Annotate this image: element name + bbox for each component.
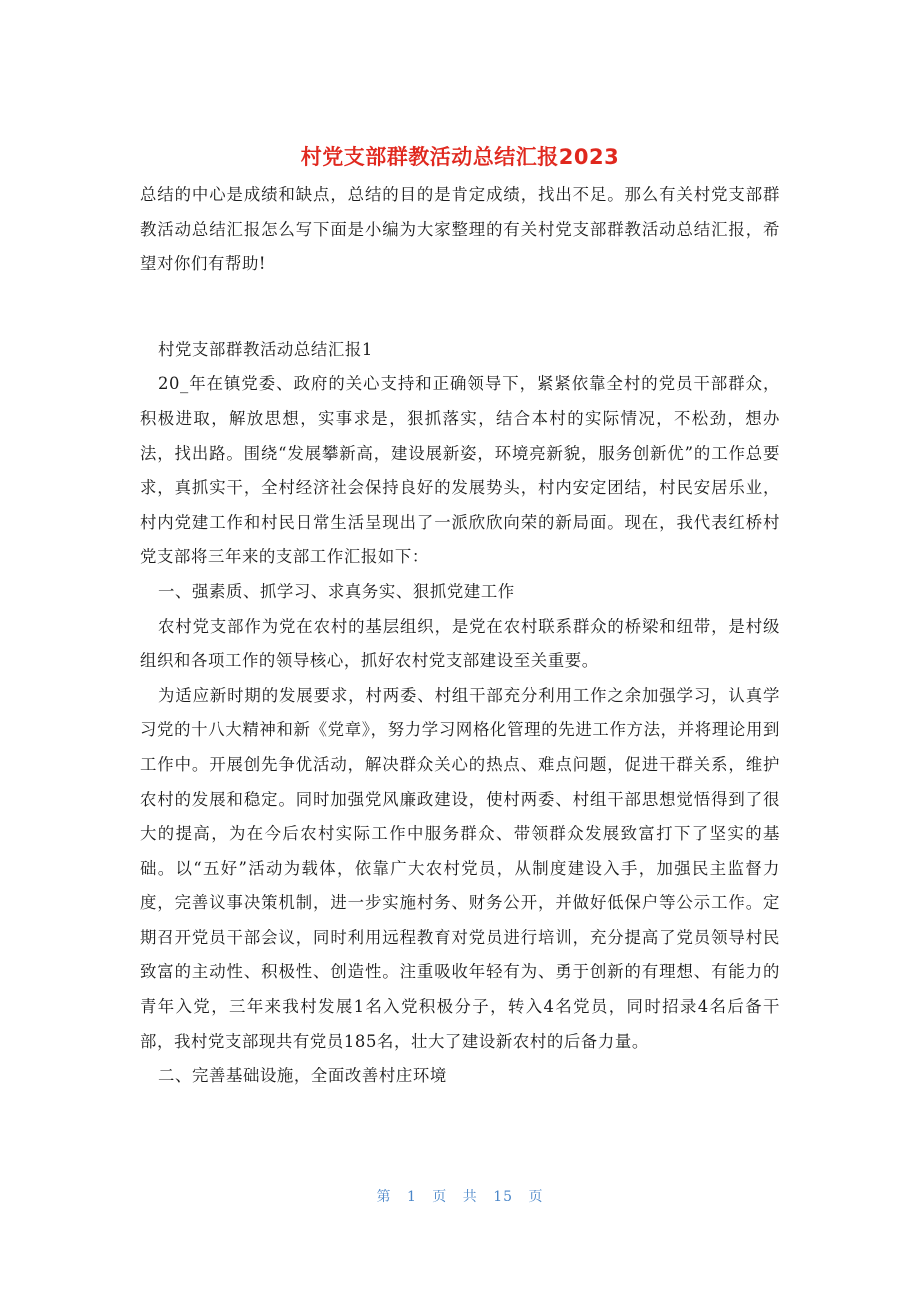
document-page — [140, 138, 780, 1094]
section-heading: 村党支部群教活动总结汇报1 — [158, 339, 373, 359]
intro-paragraph: 总结的中心是成绩和缺点，总结的目的是肯定成绩，找出不足。那么有关村党支部群教活动总结汇报怎么写下面是小编为大家整理的有关村党支部群教活动总结汇报，希望对你们有帮助! — [140, 185, 780, 274]
blank-line — [140, 282, 780, 333]
body-paragraph: 为适应新时期的发展要求，村两委、村组干部充分利用工作之余加强学习，认真学习党的十八大精神和新《党章》，努力学习网格化管理的先进工作方法，并将理论用到工作中。开展创先争优活动，解决群众关心的热点、难点问题，促进干群关系，维护农村的发展和稳定。同时加强党风廉政建设，使村两委、村组干部思想觉悟得到了很大的提高，为在今后农村实际工作中服务群众、带领群众发展致富打下了坚实的基础。以“五好”活动为载体，依靠广大农村党员，从制度建设入手，加强民主监督力度，完善议事决策机制，进一步实施村务、财务公开，并做好低保户等公示工作。定期召开党员干部会议，同时利用远程教育对党员进行培训，充分提高了党员领导村民致富的主动性、积极性、创造性。注重吸收年轻有为、勇于创新的有理想、有能力的青年入党，三年来我村发展1名入党积极分子，转入4名党员，同时招录4名后备干部，我村党支部现共有党员185名，壮大了建设新农村的后备力量。 — [140, 685, 780, 1051]
section-heading: 一、强素质、抓学习、求真务实、狠抓党建工作 — [158, 581, 515, 601]
document-title: 村党支部群教活动总结汇报2023 — [300, 145, 620, 169]
section-heading: 二、完善基础设施，全面改善村庄环境 — [158, 1066, 447, 1086]
page-footer: 第 1 页 共 15 页 — [376, 1189, 544, 1205]
body-paragraph: 农村党支部作为党在农村的基层组织，是党在农村联系群众的桥梁和纽带，是村级组织和各项工作的领导核心，抓好农村党支部建设至关重要。 — [140, 616, 780, 671]
body-paragraph: 20_年在镇党委、政府的关心支持和正确领导下，紧紧依靠全村的党员干部群众，积极进取，解放思想，实事求是，狠抓落实，结合本村的实际情况，不松劲，想办法，找出路。围绕“发展攀新高，建设展新姿，环境亮新貌，服务创新优”的工作总要求，真抓实干，全村经济社会保持良好的发展势头，村内安定团结，村民安居乐业，村内党建工作和村民日常生活呈现出了一派欣欣向荣的新局面。现在，我代表红桥村党支部将三年来的支部工作汇报如下： — [140, 374, 780, 567]
